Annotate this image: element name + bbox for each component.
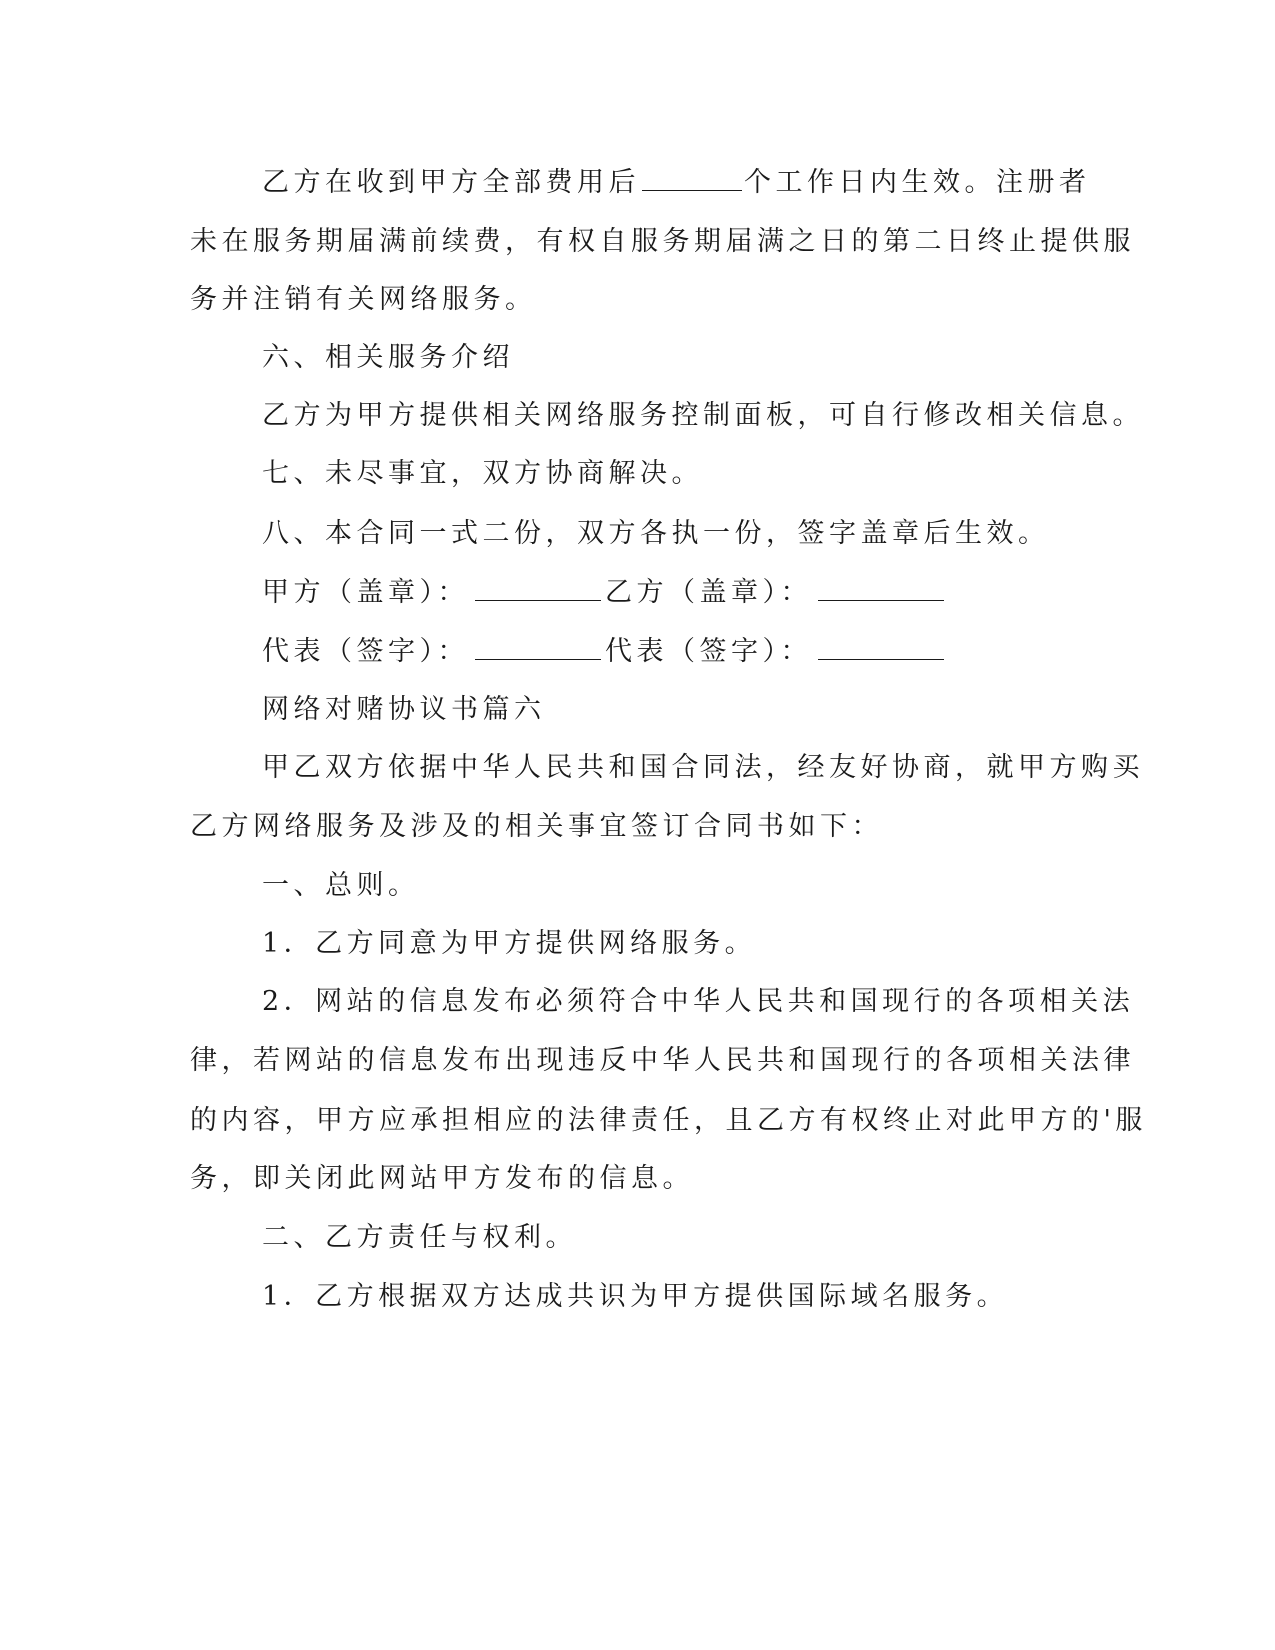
party-b-rep-label: 代表（签字）： — [605, 636, 812, 667]
party-a-rep-label: 代表（签字）： — [262, 636, 469, 667]
party-b-seal-blank — [818, 576, 944, 601]
signature-line — [262, 635, 948, 668]
text-fragment: 个工作日内生效。注册者 — [744, 167, 1091, 198]
text-fragment: 乙方在收到甲方全部费用后 — [262, 167, 640, 198]
section-heading: 一、总则。 — [262, 870, 420, 901]
list-item: 1．乙方同意为甲方提供网络服务。 — [262, 928, 757, 959]
section-heading: 六、相关服务介绍 — [262, 342, 514, 373]
party-a-seal-blank — [475, 576, 601, 601]
party-a-rep-blank — [475, 635, 601, 660]
paragraph-line: 未在服务期届满前续费，有权自服务期届满之日的第二日终止提供服 — [190, 226, 1135, 257]
list-item: 2．网站的信息发布必须符合中华人民共和国现行的各项相关法 — [262, 986, 1135, 1017]
paragraph-line: 务，即关闭此网站甲方发布的信息。 — [190, 1163, 694, 1194]
party-b-rep-blank — [818, 635, 944, 660]
blank-field-days — [642, 166, 742, 191]
paragraph-line: 乙方网络服务及涉及的相关事宜签订合同书如下： — [190, 811, 883, 842]
paragraph-line: 乙方为甲方提供相关网络服务控制面板，可自行修改相关信息。 — [262, 400, 1144, 431]
list-item: 1．乙方根据双方达成共识为甲方提供国际域名服务。 — [262, 1281, 1009, 1312]
party-b-seal-label: 乙方（盖章）： — [605, 577, 812, 608]
paragraph-line: 甲乙双方依据中华人民共和国合同法，经友好协商，就甲方购买 — [262, 752, 1144, 783]
signature-line — [262, 576, 948, 609]
document-section-title: 网络对赌协议书篇六 — [262, 694, 546, 725]
paragraph-line — [262, 166, 1091, 199]
party-a-seal-label: 甲方（盖章）： — [262, 577, 469, 608]
section-heading: 二、乙方责任与权利。 — [262, 1222, 577, 1253]
paragraph-line: 的内容，甲方应承担相应的法律责任，且乙方有权终止对此甲方的'服 — [190, 1105, 1147, 1136]
section-heading: 八、本合同一式二份，双方各执一份，签字盖章后生效。 — [262, 518, 1050, 549]
section-heading: 七、未尽事宜，双方协商解决。 — [262, 458, 703, 489]
paragraph-line: 律，若网站的信息发布出现违反中华人民共和国现行的各项相关法律 — [190, 1045, 1135, 1076]
paragraph-line: 务并注销有关网络服务。 — [190, 284, 537, 315]
